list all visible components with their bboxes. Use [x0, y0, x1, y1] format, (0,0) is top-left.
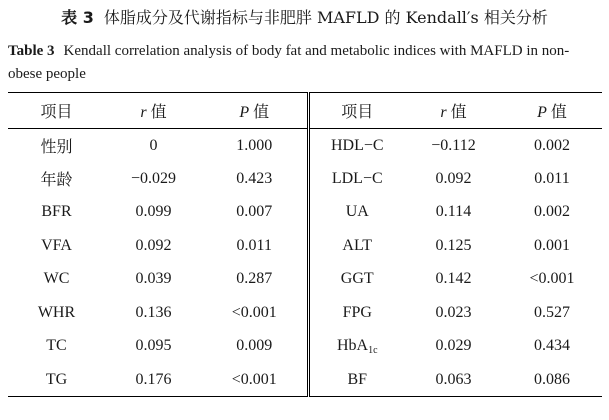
cell-left-item: BFR: [41, 203, 72, 221]
cell-left-item: WHR: [37, 303, 76, 321]
cell-left-item: WC: [43, 270, 70, 288]
cell-left-item: VFA: [41, 236, 72, 254]
cell-right-r: 0.063: [435, 370, 472, 388]
cell-left-p: 1.000: [202, 129, 308, 163]
header-r-value: r 值: [105, 93, 202, 129]
header-r-value: r 值: [405, 93, 502, 129]
cell-right-r: 0.092: [435, 169, 472, 187]
cell-right-r: 0.142: [435, 270, 472, 288]
cell-left-r: 0: [149, 136, 158, 154]
cell-left-r: 0.136: [135, 303, 172, 321]
table-row: [8, 129, 602, 163]
subscript: 1c: [368, 345, 378, 357]
table-label-en: Table 3: [8, 43, 55, 59]
cell-right-p: 0.002: [534, 203, 570, 221]
table-row: [8, 196, 602, 230]
cell-left-item: TG: [45, 370, 68, 388]
cell-left-item: 年龄: [40, 172, 73, 190]
cell-left-p: <0.001: [202, 296, 308, 330]
cell-right-r: 0.023: [435, 303, 472, 321]
cell-right-p: 0.086: [534, 370, 570, 388]
cell-right-p: <0.001: [529, 270, 575, 288]
correlation-table: [8, 92, 602, 397]
header-p-value: P 值: [202, 93, 308, 129]
header-item: 项目: [308, 93, 405, 129]
table-row: [8, 162, 602, 196]
cell-right-p: 0.434: [534, 337, 570, 355]
table-title-en: Kendall correlation analysis of body fat and metabolic indices with MAFLD in non-obese people: [8, 43, 570, 82]
cell-right-item: UA: [345, 203, 369, 221]
header-p-value: P 值: [502, 93, 602, 129]
cell-left-r: 0.039: [135, 270, 172, 288]
table-row: [8, 330, 602, 364]
table-header-row: [8, 93, 602, 129]
table-row: [8, 296, 602, 330]
cell-right-r: −0.112: [431, 136, 476, 154]
cell-right-item: ALT: [342, 236, 373, 254]
cell-right-item: HDL−C: [330, 136, 384, 154]
table-row: [8, 363, 602, 397]
cell-left-item: TC: [46, 337, 67, 355]
cell-right-p: 0.002: [534, 136, 570, 154]
table-caption-cn: [0, 7, 609, 29]
table-caption-en: [8, 40, 603, 86]
cell-left-r: 0.176: [135, 370, 172, 388]
table-row: [8, 263, 602, 297]
cell-left-p: 0.009: [202, 330, 308, 364]
cell-right-r: 0.114: [435, 203, 472, 221]
cell-right-item: BF: [347, 370, 368, 388]
table-label-cn: 表 3: [61, 8, 94, 27]
cell-right-item: FPG: [342, 303, 372, 321]
table-row: [8, 229, 602, 263]
header-item: 项目: [8, 93, 105, 129]
cell-left-r: 0.095: [135, 337, 172, 355]
cell-right-p: 0.011: [534, 169, 570, 187]
cell-right-p: 0.527: [534, 303, 570, 321]
cell-right-p: 0.001: [534, 236, 570, 254]
cell-left-item: 性别: [40, 139, 73, 156]
cell-left-p: 0.011: [202, 229, 308, 263]
cell-left-r: 0.092: [135, 236, 172, 254]
cell-right-r: 0.125: [435, 236, 472, 254]
cell-left-r: −0.029: [130, 169, 177, 187]
cell-right-item: LDL−C: [331, 169, 383, 187]
cell-left-r: 0.099: [135, 203, 172, 221]
cell-right-item: GGT: [340, 270, 374, 288]
cell-right-r: 0.029: [435, 337, 472, 355]
cell-left-p: <0.001: [202, 363, 308, 397]
cell-left-p: 0.287: [202, 263, 308, 297]
cell-right-item: HbA$_{1c}$: [336, 337, 378, 357]
cell-left-p: 0.423: [202, 162, 308, 196]
cell-left-p: 0.007: [202, 196, 308, 230]
table-title-cn: 体脂成分及代谢指标与非肥胖 MAFLD 的 Kendall′s 相关分析: [103, 8, 548, 27]
